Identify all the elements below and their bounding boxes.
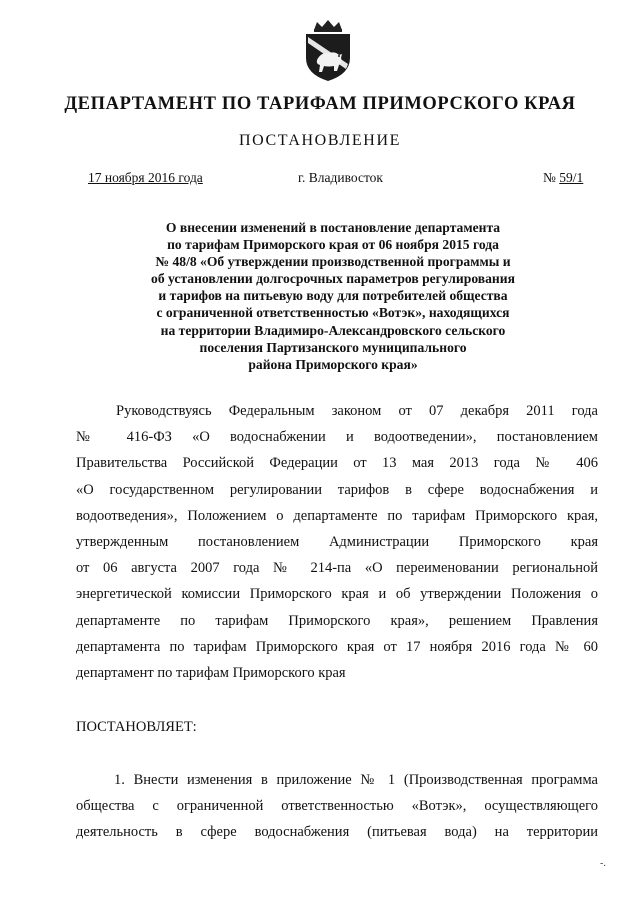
corner-mark: -. bbox=[600, 858, 606, 869]
subject-line: об установлении долгосрочных параметров регулирования bbox=[151, 271, 515, 287]
subject-line: с ограниченной ответственностью «Вотэк», находящихся bbox=[156, 305, 510, 321]
body-line: общества с ограниченной ответственностью «Вотэк», осуществляющего bbox=[76, 798, 598, 815]
body-line: департамента по тарифам Приморского края от 17 ноября 2016 года № 60 bbox=[76, 638, 598, 655]
document-subject bbox=[100, 219, 566, 373]
subject-line: № 48/8 «Об утверждении производственной программы и bbox=[155, 254, 511, 270]
subject-line: и тарифов на питьевую воду для потребителей общества bbox=[158, 288, 508, 304]
subject-line: на территории Владимиро-Александровского сельского bbox=[160, 322, 506, 338]
body-line: Правительства Российской Федерации от 13 мая 2013 года № 406 bbox=[76, 455, 598, 472]
number-value: 59/1 bbox=[559, 170, 584, 185]
document-city: г. Владивосток bbox=[298, 170, 383, 185]
document-date: 17 ноября 2016 года bbox=[88, 170, 203, 185]
department-title: ДЕПАРТАМЕНТ ПО ТАРИФАМ ПРИМОРСКОГО КРАЯ bbox=[64, 94, 576, 114]
body-line: департаменте по тарифам Приморского края», решением Правления bbox=[76, 612, 598, 629]
body-line: водоотведения», Положением о департаменте по тарифам Приморского края, bbox=[76, 507, 598, 524]
subject-line: О внесении изменений в постановление департамента bbox=[165, 220, 501, 235]
document-type: ПОСТАНОВЛЕНИЕ bbox=[239, 132, 401, 149]
body-line: утвержденным постановлением Администрации Приморского края bbox=[76, 534, 598, 551]
subject-line: поселения Партизанского муниципального bbox=[199, 339, 467, 355]
body-line: от 06 августа 2007 года № 214-па «О переименовании региональной bbox=[76, 560, 598, 577]
preamble-paragraph bbox=[76, 398, 598, 686]
resolves-heading: ПОСТАНОВЛЯЕТ: bbox=[76, 719, 197, 735]
number-prefix: № bbox=[543, 170, 556, 185]
coat-of-arms-icon bbox=[299, 18, 357, 84]
body-line: 1. Внести изменения в приложение № 1 (Производственная программа bbox=[114, 772, 598, 788]
body-line: департамент по тарифам Приморского края bbox=[76, 665, 346, 682]
body-line: энергетической комиссии Приморского края и об утверждении Положения о bbox=[76, 586, 598, 603]
body-line: Руководствуясь Федеральным законом от 07 декабря 2011 года bbox=[116, 403, 598, 419]
body-line: № 416-ФЗ «О водоснабжении и водоотведении», постановлением bbox=[76, 429, 598, 446]
subject-line: по тарифам Приморского края от 06 ноября 2015 года bbox=[167, 237, 499, 253]
body-line: «О государственном регулировании тарифов в сфере водоснабжения и bbox=[76, 481, 598, 498]
clause-1-paragraph bbox=[76, 767, 598, 846]
subject-line: района Приморского края» bbox=[248, 356, 418, 372]
body-line: деятельность в сфере водоснабжения (питьевая вода) на территории bbox=[76, 824, 598, 841]
document-number bbox=[543, 170, 583, 186]
